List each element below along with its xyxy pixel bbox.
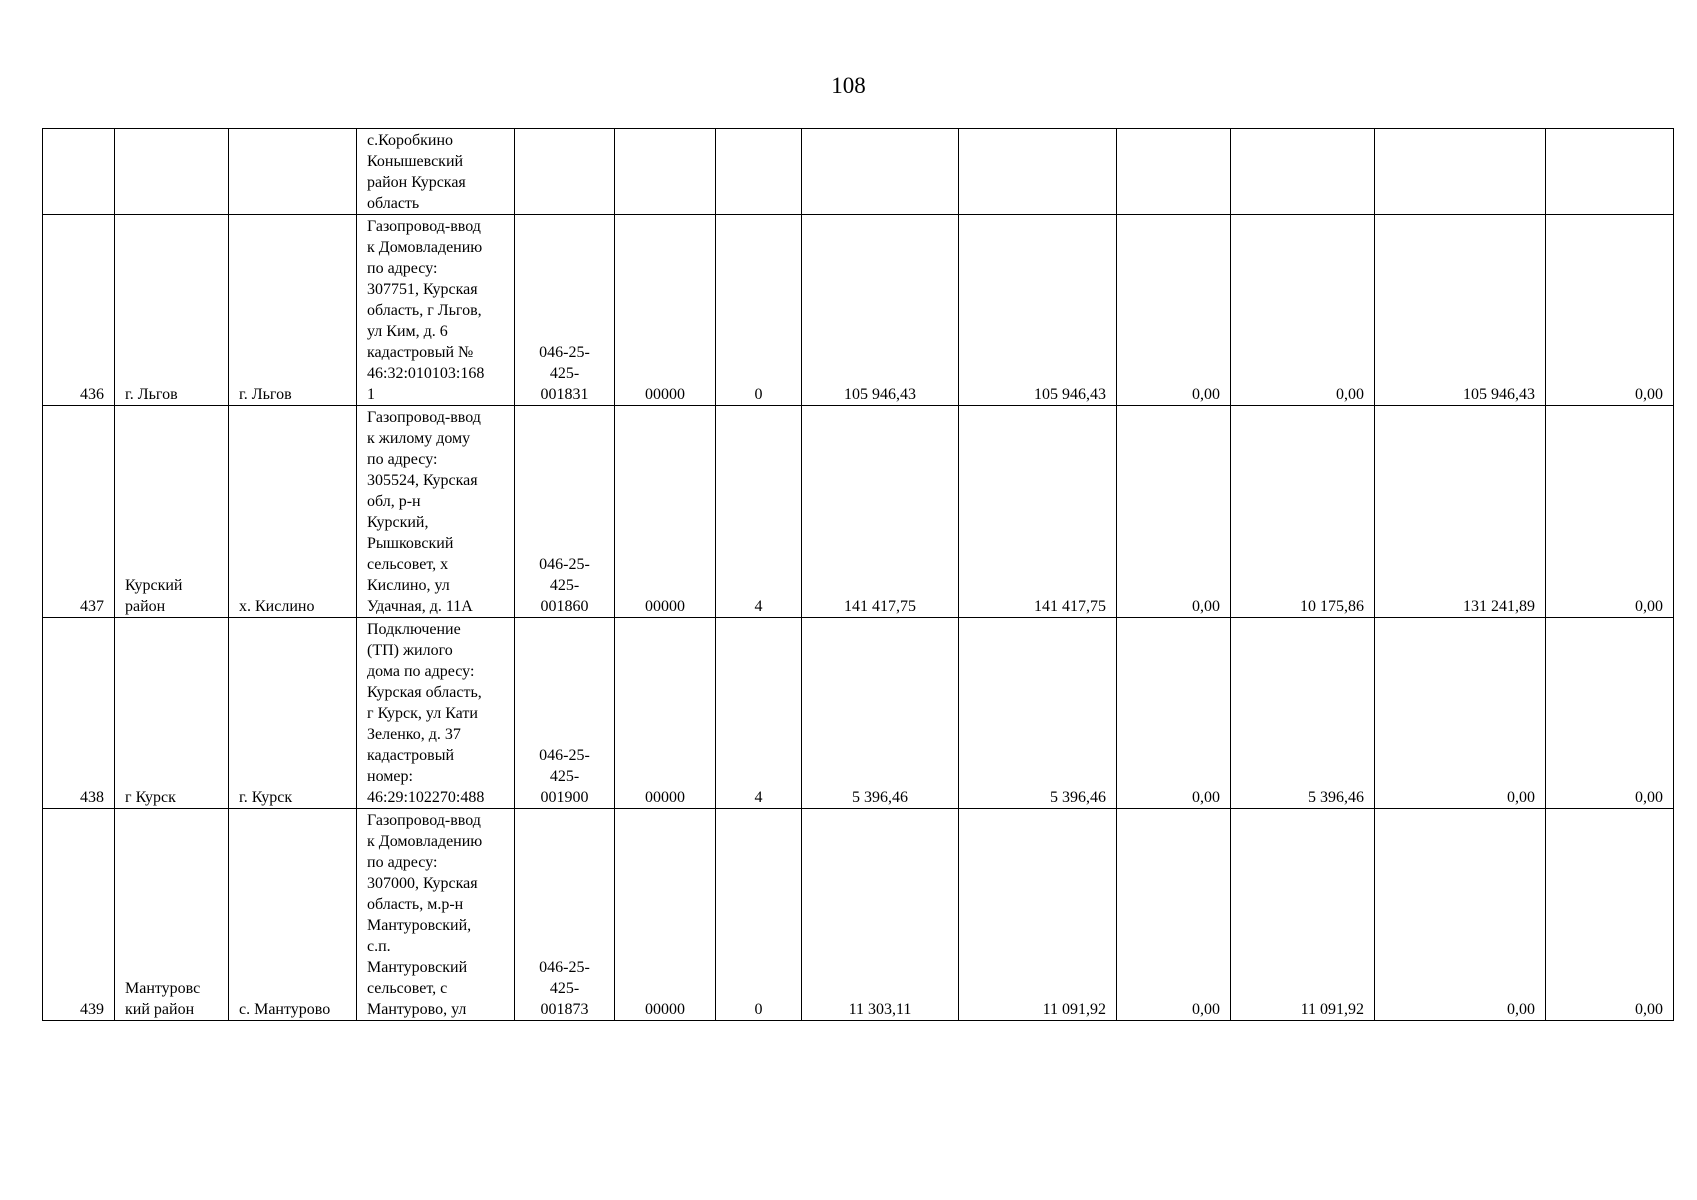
amount-cell: 0,00 [1375, 809, 1546, 1021]
locality-cell: г. Льгов [229, 215, 357, 406]
locality-cell: с. Мантурово [229, 809, 357, 1021]
amount-cell [802, 129, 959, 215]
district-cell: Мантуровс кий район [115, 809, 229, 1021]
category-cell: 0 [716, 215, 802, 406]
amount-cell: 5 396,46 [802, 618, 959, 809]
description-cell: с.Коробкино Конышевский район Курская область [357, 129, 515, 215]
code-cell: 00000 [615, 618, 716, 809]
page-number: 108 [831, 73, 866, 98]
table-row [43, 129, 1674, 215]
amount-cell: 105 946,43 [802, 215, 959, 406]
amount-cell: 0,00 [1546, 618, 1674, 809]
object-code-cell [515, 129, 615, 215]
amount-cell: 5 396,46 [959, 618, 1117, 809]
locality-cell: х. Кислино [229, 406, 357, 618]
table-row [43, 618, 1674, 809]
category-cell: 4 [716, 406, 802, 618]
district-cell: г Курск [115, 618, 229, 809]
row-number-cell [43, 129, 115, 215]
description-cell: Газопровод-ввод к Домовладению по адресу: 307751, Курская область, г Льгов, ул Ким, д. 6 кадастровый № 46:32:010103:168 1 [357, 215, 515, 406]
amount-cell: 11 303,11 [802, 809, 959, 1021]
object-code-cell: 046-25- 425- 001831 [515, 215, 615, 406]
code-cell: 00000 [615, 215, 716, 406]
row-number-cell: 437 [43, 406, 115, 618]
row-number-cell: 436 [43, 215, 115, 406]
row-number-cell: 439 [43, 809, 115, 1021]
object-code-cell: 046-25- 425- 001860 [515, 406, 615, 618]
amount-cell [1546, 129, 1674, 215]
amount-cell: 11 091,92 [959, 809, 1117, 1021]
table-row [43, 215, 1674, 406]
locality-cell: г. Курск [229, 618, 357, 809]
amount-cell [1375, 129, 1546, 215]
amount-cell: 0,00 [1546, 215, 1674, 406]
code-cell [615, 129, 716, 215]
amount-cell: 0,00 [1117, 618, 1231, 809]
description-cell: Подключение (ТП) жилого дома по адресу: Курская область, г Курск, ул Кати Зеленко, д. 37 кадастровый номер: 46:29:102270:488 [357, 618, 515, 809]
description-cell: Газопровод-ввод к жилому дому по адресу: 305524, Курская обл, р-н Курский, Рышковский сельсовет, х Кислино, ул Удачная, д. 11А [357, 406, 515, 618]
amount-cell: 141 417,75 [802, 406, 959, 618]
amount-cell: 0,00 [1117, 809, 1231, 1021]
amount-cell: 131 241,89 [1375, 406, 1546, 618]
amount-cell: 11 091,92 [1231, 809, 1375, 1021]
locality-cell [229, 129, 357, 215]
amount-cell: 105 946,43 [1375, 215, 1546, 406]
code-cell: 00000 [615, 809, 716, 1021]
amount-cell: 141 417,75 [959, 406, 1117, 618]
category-cell [716, 129, 802, 215]
district-cell: г. Льгов [115, 215, 229, 406]
district-cell [115, 129, 229, 215]
code-cell: 00000 [615, 406, 716, 618]
district-cell: Курский район [115, 406, 229, 618]
object-code-cell: 046-25- 425- 001900 [515, 618, 615, 809]
description-cell: Газопровод-ввод к Домовладению по адресу: 307000, Курская область, м.р-н Мантуровский, с.п. Мантуровский сельсовет, с Мантурово, ул [357, 809, 515, 1021]
amount-cell: 0,00 [1231, 215, 1375, 406]
amount-cell [1117, 129, 1231, 215]
amount-cell [959, 129, 1117, 215]
table-row [43, 406, 1674, 618]
amount-cell: 0,00 [1117, 406, 1231, 618]
amount-cell: 0,00 [1546, 406, 1674, 618]
amount-cell: 0,00 [1546, 809, 1674, 1021]
category-cell: 4 [716, 618, 802, 809]
amount-cell: 10 175,86 [1231, 406, 1375, 618]
amount-cell: 105 946,43 [959, 215, 1117, 406]
object-code-cell: 046-25- 425- 001873 [515, 809, 615, 1021]
category-cell: 0 [716, 809, 802, 1021]
amount-cell: 0,00 [1375, 618, 1546, 809]
register-table [42, 128, 1674, 1021]
table-row [43, 809, 1674, 1021]
amount-cell [1231, 129, 1375, 215]
row-number-cell: 438 [43, 618, 115, 809]
amount-cell: 5 396,46 [1231, 618, 1375, 809]
amount-cell: 0,00 [1117, 215, 1231, 406]
